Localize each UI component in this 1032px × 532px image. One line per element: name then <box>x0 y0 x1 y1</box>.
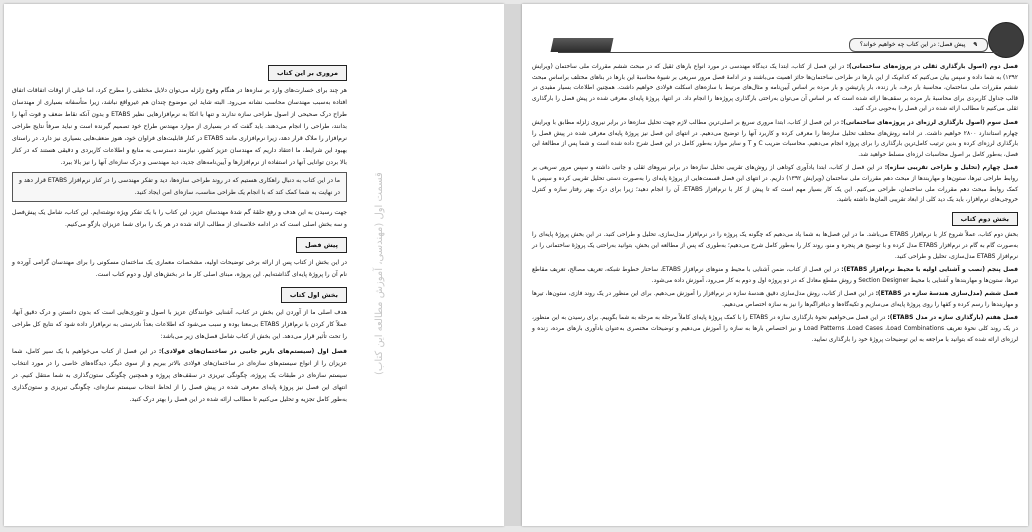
heading-overview: مروری بر این کتاب <box>268 65 347 81</box>
part-one-paragraph: هدف اصلی ما از آوردن این بخش در کتاب، آشنایی خوانندگان عزیز با اصول و تئوری‌هایی است که بدون دانستن و درک دقیق آنها، عملاً کار کردن با نرم‌افزار ETABS بی‌معنا بوده و سبب می‌شود که اطلاعات بعداً نادرستی به نرم‌افزار داده شود که نتایج کل طراحی را تحت تأثیر قرار می‌دهد. این بخش از کتاب شامل فصل‌های زیر می‌باشد: <box>12 309 347 340</box>
heading-part-two: بخش دوم کتاب <box>952 212 1018 227</box>
left-column <box>12 62 347 409</box>
heading-part-one: بخش اول کتاب <box>281 287 347 303</box>
part-two-intro: بخش دوم کتاب، عملاً شروع کار با نرم‌افزار ETABS می‌باشد. ما در این فصل‌ها به شما یاد می‌دهیم که چگونه یک پروژه را در نرم‌افزار مدل‌سازی، تحلیل و طراحی کنید. در این بخش پروژهٔ پایه‌ای را به‌صورت گام به گام در نرم‌افزار ETABS مدل کرده و با توضیح هر پنجره و منو، روند کار را به‌طور کامل شرح می‌دهیم؛ به‌طوری که پس از مطالعه این بخش، بتوانید به‌راحتی یک پروژهٔ ساختمانی را در نرم‌افزار ETABS مدل‌سازی، تحلیل و طراحی کنید. <box>532 232 1018 260</box>
book-gutter <box>504 4 522 526</box>
side-vertical-title: قسمت اول (مهندسی، آموزش مطالعه این کتاب) <box>374 172 385 376</box>
overview-paragraph: هر چند برای خسارت‌های وارد بر سازه‌ها در هنگام وقوع زلزله می‌توان دلایل مختلفی را مطرح کرد، اما خیلی از اوقات اتفاقات اتفاق افتاده به‌سبب مهندسان محاسب نشانه می‌رود. البته شاید این موضوع چندان هم غیرواقع نباشد، زیرا متأسفانه بسیاری از مهندسان طراح درک صحیحی از اصول طراحی سازه ندارند و تنها با اتکا به نرم‌افزارهایی نظیر ETABS و بدون آنکه نقاط ضعف و قوت آنها را بدانند، طراحی را انجام می‌دهند. باید گفت که در بسیاری از موارد مهندس طراح خود تصمیم گیرنده است و نباید صرفاً نتایج طراحی نرم‌افزار را ملاک قرار دهد، زیرا نرم‌افزاری مانند ETABS در کنار قابلیت‌های فراوان خود، هنوز ضعف‌هایی بسیاری نیز دارد. در راستای بهبود این شرایط، ما اعتقاد داریم که مهندسان عزیز کشور، نیازمند دسترسی به منابع و اطلاعات کاربردی و دقیقی هستند که در کنار بالا بردن توانایی آنها در استفاده از نرم‌افزارها و آیین‌نامه‌های جدید، دید مهندسی و درک سازه‌ای آنها را نیز بالا ببرد. <box>12 87 347 166</box>
chapter-six-paragraph <box>532 289 1018 310</box>
right-column <box>532 62 1018 348</box>
chapter-three-text: در این فصل از کتاب، ابتدا مروری سریع بر اصلی‌ترین مطالب لازم جهت تحلیل سازه‌ها در برابر نیروی زلزله مطابق با ویرایش چهارم استاندارد ۲۸۰۰ خواهیم داشت. در ادامه روش‌های مختلف تحلیل سازه‌ها را معرفی کرده و کاربرد آنها را توضیح می‌دهیم. در انتهای این فصل نیز پروژهٔ پایه‌ای معرفی شده در پیش فصل را بارگذاری لرزه‌ای کرده و بدین ترتیب کامل‌ترین بارگذاری را برای پروژه انجام می‌دهیم. محاسبات ضریب C و T و سایر موارد به‌طور کامل در این فصل شرح داده شده است و شما پس از مطالعهٔ این فصل، به‌طور کامل بر اصول محاسبات لرزه‌ای مسلط خواهید شد. <box>532 119 1019 158</box>
page-number: ۹ <box>973 41 977 48</box>
chapter-five-text: در این فصل از کتاب، ضمن آشنایی با محیط و منوهای نرم‌افزار ETABS، ساختار خطوط شبکه، تعریف مصالح، تعریف مقاطع تیرها، ستون‌ها و مهاربندها و آشنایی با محیط Section Designer و روش مقطع معادل که در دو پروژه اول و دوم به کار می‌رود، آموزش داده می‌شود. <box>532 267 1018 284</box>
note-box: ما در این کتاب به دنبال راهکاری هستیم که در روند طراحی سازه‌ها، دید و تفکر مهندسی را در کنار نرم‌افزار ETABS قرار دهد و در نهایت به شما کمک کند که با انجام یک طراحی مناسب، سازه‌ای امن ایجاد کنید. <box>12 172 347 202</box>
chapter-five-paragraph <box>532 265 1018 286</box>
chapter-four-lead: فصل چهارم (تحلیل و طراحی تقریبی سازه): <box>884 165 1018 172</box>
left-page <box>4 4 504 526</box>
chapter-four-paragraph <box>532 163 1018 205</box>
prechapter-paragraph: در این بخش از کتاب پس از ارائه برخی توضیحات اولیه، مشخصات معماری یک ساختمان مسکونی را برای مهندسان گرامی آورده و نام آن را پروژهٔ پایه‌ای گذاشته‌ایم. این پروژه، مبنای اصلی کار ما در بخش‌های اول و دوم کتاب است. <box>12 259 347 278</box>
header-tab <box>849 38 988 52</box>
right-page <box>522 4 1028 526</box>
chapter-two-text: در این فصل از کتاب، ابتدا یک دیدگاه مهندسی در مورد انواع بارهای ثقیل که در مبحث ششم مقررات ملی ساختمان (ویرایش ۱۳۹۲) به شما داده و سپس بیان می‌کنیم که کدام‌یک از این بارها در طراحی ساختمان‌ها حائز اهمیت می‌باشند و در ادامهٔ فصل مرور سریعی بر شیوهٔ محاسبهٔ این بارها در بناهای مختلف براساس مبحث ششم مقررات ملی ساختمان، محاسبهٔ بار برف، بار زنده، بار پارتیشن و بار مرده بر اساس آیین‌نامه و مثال‌های مرتبط با سازه‌های اسکلت فولادی خواهیم داشت. همچنین اطلاعات بسیار مفیدی در قالب جداول کاربردی برای محاسبهٔ بار مرده بر سقف‌ها ارائه شده است که بر اساس آن می‌توان به‌راحتی بارگذاری پروژه‌ها را انجام داد. در انتها، پروژهٔ پایه‌ای معرفی شده در پیش فصل را بارگذاری ثقلی می‌کنیم تا مطالب ارائه شده در این فصل را به‌خوبی درک کنید. <box>532 64 1018 113</box>
chapter-three-lead: فصل سوم (اصول بارگذاری لرزه‌ای در پروژه‌های ساختمانی): <box>840 119 1019 126</box>
chapter-seven-text: در این فصل می‌خواهیم نحوهٔ بارگذاری سازه در ETABS را با کمک پروژهٔ پایه‌ای کاملاً مرحله به مرحله به شما بگوییم. برای رسیدن به این منظور، در یک روند کلی نحوهٔ تعریف Load Patterns ،Load Cases ،Load Combinations و نیز اختصاص بارها به سازه را آموزش می‌دهیم و توضیحات مختصری به‌عنوان یادآوری بارهای مرده، زنده و لرزه‌ای ارائه شده که بتوانید با مراجعه به این توضیحات پروژهٔ خود را بارگذاری نمایید. <box>532 315 1018 343</box>
running-title: پیش فصل: در این کتاب چه خواهیم خواند؟ <box>859 41 966 48</box>
heading-prechapter: پیش فصل <box>296 237 347 253</box>
chapter-one-text: در این فصل از کتاب می‌خواهیم با یک سیر کامل، شما عزیزان را از انواع سیستم‌های سازه‌ای در ساختمان‌های فولادی بالاتر ببریم و از سوی دیگر، دیدگاه‌های خاصی را در مورد انتخاب سیستم سازه‌ای در طبقات یک پروژه، چگونگی تیریزی در سقف‌های پروژه و همچنین چگونگی ستون‌گذاری به شما منتقل کنیم. در انتهای این فصل نیز پروژهٔ پایه‌ای معرفی شده در پیش فصل را از لحاظ انتخاب سیستم سازه‌ای، چگونگی تیریزی و ستون‌گذاری به‌طور کامل تجزیه و تحلیل می‌کنیم تا مطالب ارائه شده در این فصل را بهتر درک کنید. <box>12 348 347 403</box>
chapter-two-lead: فصل دوم (اصول بارگذاری ثقلی در پروژه‌های ساختمانی): <box>846 64 1019 70</box>
chapter-three-paragraph <box>532 118 1018 160</box>
chapter-one-lead: فصل اول (سیستم‌های باربر جانبی در ساختمان‌های فولادی): <box>158 348 347 355</box>
chapter-seven-paragraph <box>532 313 1018 345</box>
chapter-six-lead: فصل ششم (مدل‌سازی هندسهٔ سازه در ETABS): <box>875 291 1018 298</box>
overview-goal-paragraph: جهت رسیدن به این هدف و رفع حلقهٔ گم شدهٔ مهندسان عزیز، این کتاب را با یک تفکر ویژه نوشته‌ایم. این کتاب، شامل یک پیش‌فصل و سه بخش اصلی است که در ادامه خلاصه‌ای از مطالب ارائه شده در هر یک را برای شما عزیزان بازگو می‌کنیم. <box>12 209 347 228</box>
chapter-seven-lead: فصل هفتم (بارگذاری سازه در مدل ETABS): <box>887 315 1018 322</box>
running-header <box>558 40 998 53</box>
chapter-two-paragraph <box>532 62 1018 115</box>
chapter-six-text: در این فصل از کتاب، روش مدل‌سازی دقیق هندسهٔ سازه در نرم‌افزار را آموزش می‌دهیم. برای این منظور در یک روند فازی، ستون‌ها، تیرها و مهاربندها را رسم کرده و کفها را روی پروژهٔ پایه‌ای می‌سازیم و تکیه‌گاه‌ها و دیافراگم‌ها را نیز به سازه اختصاص می‌دهیم. <box>532 291 1018 308</box>
chapter-five-lead: فصل پنجم (نصب و آشنایی اولیه با محیط نرم‌افزار ETABS): <box>841 267 1018 274</box>
chapter-four-text: در این فصل از کتاب، ابتدا یادآوری کوتاهی از روش‌های تقریبی تحلیل سازه‌ها در برابر نیروهای ثقلی و جانبی داشته و سپس مرور سریعی بر روابط طراحی تیرها، ستون‌ها و مهاربندها از مبحث دهم مقررات ملی ساختمان (ویرایش ۱۳۹۲) داریم. در انتهای این فصل قسمت‌هایی از پروژهٔ پایه‌ای را به‌صورت دستی تحلیل تقریبی کرده و سپس با کمک روابط مبحث دهم مقررات ملی ساختمان، طراحی می‌کنیم. این یک کار بسیار مهم است که تا پیش از کار با نرم‌افزار ETABS، آن را انجام دهید؛ زیرا برای درک بهتر رفتار سازه و کنترل خروجی‌های نرم‌افزار، باید یک دید کلی از ابعاد تقریبی المان‌ها داشته باشید. <box>532 165 1018 204</box>
chapter-one-paragraph <box>12 346 347 406</box>
